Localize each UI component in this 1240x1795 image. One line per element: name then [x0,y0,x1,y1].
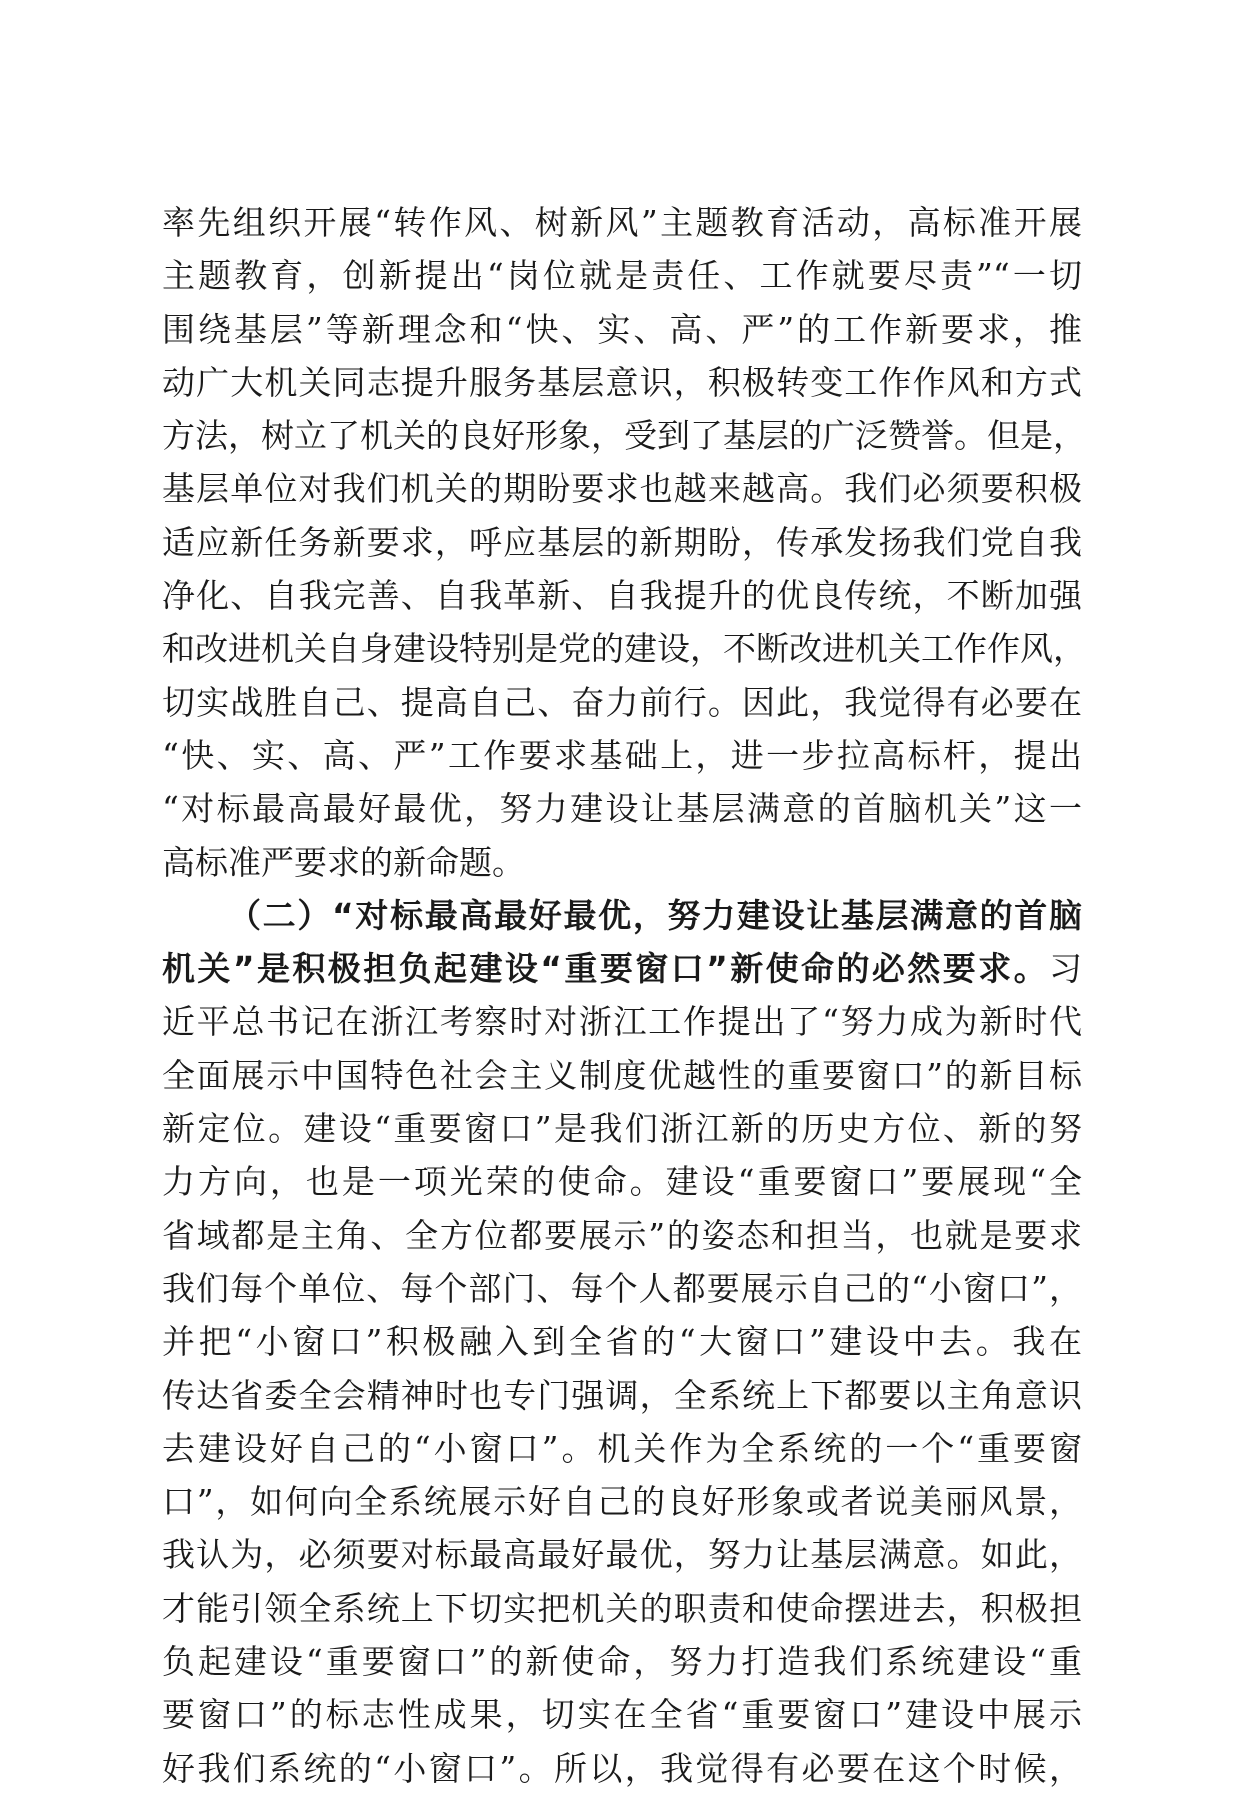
text-line: 省域都是主角、全方位都要展示”的姿态和担当，也就是要求 [162,1215,1082,1255]
text-line: 和改进机关自身建设特别是党的建设，不断改进机关工作作风， [162,629,1086,669]
text-line: 口”，如何向全系统展示好自己的良好形象或者说美丽风景， [162,1482,1082,1522]
text-line: 并把“小窗口”积极融入到全省的“大窗口”建设中去。我在 [162,1322,1082,1362]
paragraph-1 [162,196,1086,889]
text-line: 我们每个单位、每个部门、每个人都要展示自己的“小窗口”， [162,1268,1082,1308]
text-line: 净化、自我完善、自我革新、自我提升的优良传统，不断加强 [162,576,1082,616]
text-line: 率先组织开展“转作风、树新风”主题教育活动，高标准开展 [162,203,1082,242]
text-line: 我认为，必须要对标最高最好最优，努力让基层满意。如此， [162,1535,1082,1575]
text-line: 主题教育，创新提出“岗位就是责任、工作就要尽责”“一切 [162,256,1082,296]
text-line: “对标最高最好最优，努力建设让基层满意的首脑机关”这一 [162,789,1082,829]
text-line: 围绕基层”等新理念和“快、实、高、严”的工作新要求，推 [162,309,1082,349]
text-line: 新定位。建设“重要窗口”是我们浙江新的历史方位、新的努 [162,1109,1082,1149]
paragraph-2 [162,889,1082,1795]
section-heading-tail: 机关”是积极担负起建设“重要窗口”新使命的必然要求。 [162,949,1049,989]
text-line: 基层单位对我们机关的期盼要求也越来越高。我们必须要积极 [162,469,1082,509]
body-text [162,196,1086,1795]
section-heading-line-mixed [162,942,1082,995]
text-line: 适应新任务新要求，呼应基层的新期盼，传承发扬我们党自我 [162,522,1082,562]
text-line: “快、实、高、严”工作要求基础上，进一步拉高标杆，提出 [162,735,1082,775]
text-line: 全面展示中国特色社会主义制度优越性的重要窗口”的新目标 [162,1055,1082,1095]
text-line: 去建设好自己的“小窗口”。机关作为全系统的一个“重要窗 [162,1428,1082,1468]
text-line: 近平总书记在浙江考察时对浙江工作提出了“努力成为新时代 [162,1002,1082,1042]
text-line: 要窗口”的标志性成果，切实在全省“重要窗口”建设中展示 [162,1695,1082,1735]
text-line: 传达省委全会精神时也专门强调，全系统上下都要以主角意识 [162,1375,1082,1415]
text-fragment: 习 [1049,949,1082,989]
text-line: 高标准严要求的新命题。 [162,842,525,882]
text-line: 动广大机关同志提升服务基层意识，积极转变工作作风和方式 [162,362,1082,402]
text-line: 切实战胜自己、提高自己、奋力前行。因此，我觉得有必要在 [162,682,1082,722]
text-line: 好我们系统的“小窗口”。所以，我觉得有必要在这个时候， [162,1748,1082,1788]
section-heading-line: （二）“对标最高最好最优，努力建设让基层满意的首脑 [228,895,1082,935]
text-line: 力方向，也是一项光荣的使命。建设“重要窗口”要展现“全 [162,1162,1082,1202]
text-line: 才能引领全系统上下切实把机关的职责和使命摆进去，积极担 [162,1588,1082,1628]
text-line: 方法，树立了机关的良好形象，受到了基层的广泛赞誉。但是， [162,416,1086,456]
text-line: 负起建设“重要窗口”的新使命，努力打造我们系统建设“重 [162,1642,1082,1682]
